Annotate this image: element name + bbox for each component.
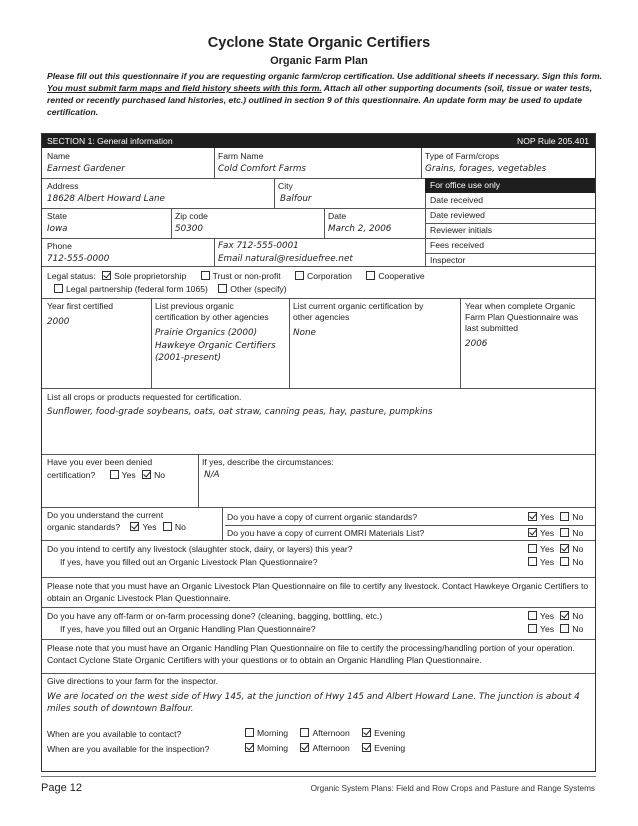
contact-evening-label: Evening [374,728,406,738]
standards-yes-checkbox[interactable] [130,522,139,531]
crops-value[interactable]: Sunflower, food-grade soybeans, oats, oat straw, canning peas, hay, pasture, pumpkins [47,407,433,417]
footer-divider [41,776,596,777]
standards-label-2: organic standards? [47,522,121,532]
instructions-part-1: Please fill out this questionnaire if you are requesting organic farm/crop certification. Use additional sheets if necessary. Sign this form. [47,71,603,81]
livestock-plan-yes-checkbox[interactable] [528,557,537,566]
denied-label-2: certification? [47,470,96,480]
directions-label: Give directions to your farm for the inspector. [47,676,218,686]
inspection-evening-label: Evening [374,743,406,753]
contact-morning-checkbox[interactable] [245,728,254,737]
office-fees-received: Fees received [430,240,484,250]
standards-no-label: No [174,522,186,532]
omri-yes-label: Yes [540,528,555,538]
name-label: Name [47,151,70,161]
other-label: Other (specify) [230,284,287,294]
legal-partnership-checkbox[interactable] [54,284,63,293]
standards-copy-no-checkbox[interactable] [560,512,569,521]
livestock-yes-label: Yes [540,544,555,554]
contact-afternoon-label: Afternoon [312,728,350,738]
address-label: Address [47,181,79,191]
inspection-evening-checkbox[interactable] [362,743,371,752]
state-label: State [47,211,68,221]
denied-label-1: Have you ever been denied [47,457,153,467]
address-value[interactable]: 18628 Albert Howard Lane [47,194,165,204]
office-date-received: Date received [430,195,484,205]
previous-cert-label-2: certification by other agencies [155,312,269,322]
fax-value[interactable]: Fax 712-555-0001 [218,241,299,251]
omri-no-checkbox[interactable] [560,528,569,537]
handling-plan-options [528,624,583,635]
omri-copy-options [528,528,583,539]
standards-copy-no-label: No [572,512,584,522]
handling-plan-question: If yes, have you filled out an Organic Handling Plan Questionnaire? [60,624,316,634]
zip-value[interactable]: 50300 [175,224,203,234]
omri-copy-question: Do you have a copy of current OMRI Materials List? [227,528,425,538]
inspection-availability-question: When are you available for the inspection? [47,744,210,754]
standards-copy-yes-label: Yes [540,512,555,522]
year-first-value[interactable]: 2000 [47,317,70,327]
city-label: City [278,181,293,191]
livestock-plan-question: If yes, have you filled out an Organic Livestock Plan Questionnaire? [60,557,318,567]
inspection-availability-options [245,743,405,754]
section-header [42,134,595,148]
contact-morning-label: Morning [257,728,289,738]
date-value[interactable]: March 2, 2006 [328,224,392,234]
denied-no-label: No [154,470,166,480]
livestock-plan-no-label: No [572,557,584,567]
handling-plan-yes-checkbox[interactable] [528,624,537,633]
denied-describe-value[interactable]: N/A [204,470,220,480]
instructions-underlined: You must submit farm maps and field history sheets with this form. [47,83,322,93]
other-checkbox[interactable] [218,284,227,293]
livestock-no-label: No [572,544,584,554]
farm-type-label: Type of Farm/crops [425,151,500,161]
standards-copy-yes-checkbox[interactable] [528,512,537,521]
current-cert-label-1: List current organic certification by [293,301,424,311]
date-label: Date [328,211,347,221]
livestock-plan-no-checkbox[interactable] [560,557,569,566]
section-title: SECTION 1: General information [47,136,173,146]
inspection-afternoon-label: Afternoon [312,743,350,753]
previous-cert-label-1: List previous organic [155,301,234,311]
name-value[interactable]: Earnest Gardener [47,164,125,174]
complete-label-2: Farm Plan Questionnaire was [465,312,579,322]
corporation-label: Corporation [307,271,352,281]
processing-question: Do you have any off-farm or on-farm processing done? (cleaning, bagging, bottling, etc.) [47,611,383,621]
livestock-plan-yes-label: Yes [540,557,555,567]
crops-label: List all crops or products requested for certification. [47,392,242,402]
legal-status-row-2 [54,284,287,295]
trust-label: Trust or non-profit [212,271,281,281]
processing-no-checkbox[interactable] [560,611,569,620]
sole-proprietorship-checkbox[interactable] [102,271,111,280]
directions-value[interactable]: We are located on the west side of Hwy 145, at the junction of Hwy 145 and Albert Howard Lane. The junction is about 4 miles south of downtown Balfour. [47,692,580,714]
cooperative-checkbox[interactable] [366,271,375,280]
farm-type-value[interactable]: Grains, forages, vegetables [425,164,547,174]
complete-label-1: Year when complete Organic [465,301,576,311]
document-title: Cyclone State Organic Certifiers [207,35,431,51]
livestock-plan-options [528,557,583,568]
handling-plan-no-checkbox[interactable] [560,624,569,633]
phone-value[interactable]: 712-555-0000 [47,254,110,264]
office-date-reviewed: Date reviewed [430,210,485,220]
contact-availability-options [245,728,405,739]
instructions [47,70,607,118]
inspection-morning-label: Morning [257,743,289,753]
processing-no-label: No [572,611,584,621]
processing-note: Please note that you must have an Organic Handling Plan Questionnaire on file to certify the processing/handling portion of your operation. Contact Cyclone State Organic Certifiers with your questions or to obtain an Organic Handling Plan Questionnaire. [47,643,575,665]
farm-name-value[interactable]: Cold Comfort Farms [218,164,307,174]
denied-no-checkbox[interactable] [142,470,151,479]
standards-copy-options [528,512,583,523]
previous-cert-value-1[interactable]: Prairie Organics (2000) [155,328,258,338]
standards-no-checkbox[interactable] [163,522,172,531]
office-reviewer-initials: Reviewer initials [430,225,493,235]
office-use-header: For office use only [425,178,595,193]
standards-row [47,522,186,533]
complete-value[interactable]: 2006 [465,339,488,349]
document-subtitle: Organic Farm Plan [270,55,368,67]
contact-availability-question: When are you available to contact? [47,729,182,739]
year-first-label: Year first certified [47,301,114,311]
general-information-form [41,133,596,772]
inspection-morning-checkbox[interactable] [245,743,254,752]
complete-label-3: last submitted [465,323,519,333]
current-cert-label-2: other agencies [293,312,350,322]
handling-plan-yes-label: Yes [540,624,555,634]
page-number: Page 12 [41,782,82,794]
city-value[interactable]: Balfour [280,194,312,204]
standards-copy-question: Do you have a copy of current organic standards? [227,512,418,522]
denied-row [47,470,165,481]
livestock-options [528,544,583,555]
nop-rule: NOP Rule 205.401 [517,136,589,146]
current-cert-value[interactable]: None [293,328,316,338]
standards-yes-label: Yes [142,522,157,532]
cooperative-label: Cooperative [378,271,425,281]
denied-yes-label: Yes [121,470,136,480]
email-value[interactable]: Email natural@residuefree.net [218,254,353,264]
livestock-no-checkbox[interactable] [560,544,569,553]
standards-label-1: Do you understand the current [47,510,164,520]
sole-proprietorship-label: Sole proprietorship [114,271,187,281]
previous-cert-value-2[interactable]: Hawkeye Organic Certifiers [155,341,276,351]
omri-yes-checkbox[interactable] [528,528,537,537]
footer-text: Organic System Plans: Field and Row Crops and Pasture and Range Systems [310,784,595,793]
previous-cert-value-3[interactable]: (2001-present) [155,353,222,363]
phone-label: Phone [47,241,72,251]
livestock-note: Please note that you must have an Organic Livestock Plan Questionnaire on file to certify any livestock. Contact Hawkeye Organic Certifiers to obtain an Organic Livestock Plan Questionnaire. [47,581,589,603]
livestock-question: Do you intend to certify any livestock (slaughter stock, dairy, or layers) this year? [47,544,353,554]
farm-name-label: Farm Name [218,151,264,161]
processing-yes-label: Yes [540,611,555,621]
handling-plan-no-label: No [572,624,584,634]
legal-status-label: Legal status: [47,271,96,281]
omri-no-label: No [572,528,584,538]
denied-describe-label: If yes, describe the circumstances: [202,457,334,467]
zip-label: Zip code [175,211,208,221]
trust-checkbox[interactable] [201,271,210,280]
state-value[interactable]: Iowa [47,224,68,234]
processing-yes-checkbox[interactable] [528,611,537,620]
contact-afternoon-checkbox[interactable] [300,728,309,737]
office-inspector: Inspector [430,255,466,265]
livestock-yes-checkbox[interactable] [528,544,537,553]
contact-evening-checkbox[interactable] [362,728,371,737]
corporation-checkbox[interactable] [295,271,304,280]
instructions-part-2: Attach all other supporting documents (soil, tissue or water tests, rented or recently purchased land histories, etc.) outlined in section 9 of this questionnaire. An update form may be used to update certification. [47,83,593,117]
inspection-afternoon-checkbox[interactable] [300,743,309,752]
legal-status-row [47,271,425,282]
processing-options [528,611,583,622]
denied-yes-checkbox[interactable] [110,470,119,479]
legal-partnership-label: Legal partnership (federal form 1065) [66,284,208,294]
